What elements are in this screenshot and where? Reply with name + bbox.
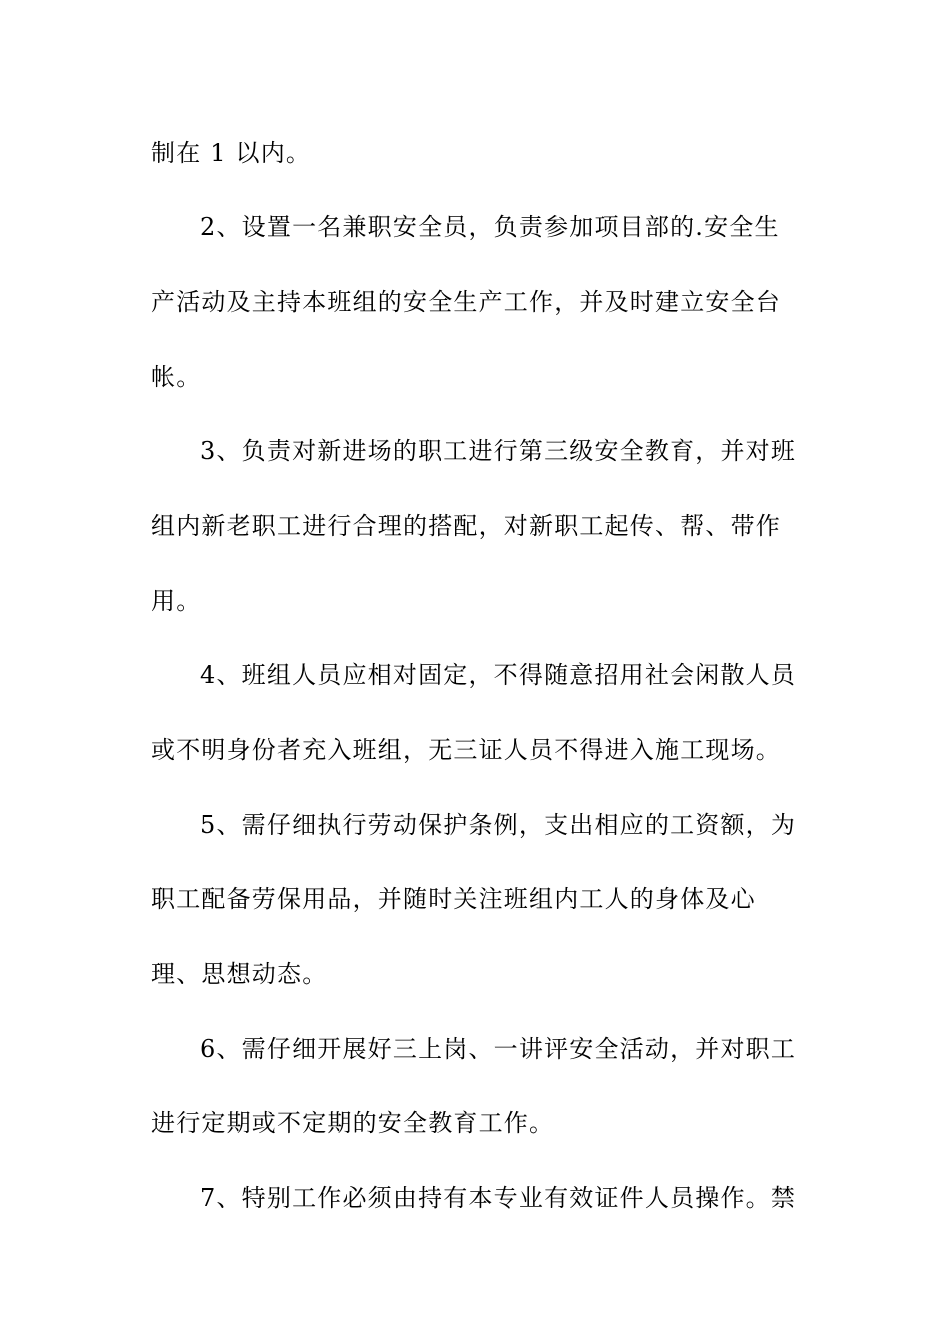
text-line-1: 制在 1 以内。	[151, 139, 312, 167]
text-line-15: 7、特别工作必须由持有本专业有效证件人员操作。禁	[200, 1184, 797, 1212]
text-line-4: 帐。	[151, 363, 202, 391]
text-line-2: 2、设置一名兼职安全员，负责参加项目部的.安全生	[200, 213, 780, 241]
text-line-3: 产活动及主持本班组的安全生产工作，并及时建立安全台	[151, 288, 781, 316]
text-line-9: 或不明身份者充入班组，无三证人员不得进入施工现场。	[151, 736, 781, 764]
text-line-6: 组内新老职工进行合理的搭配，对新职工起传、帮、带作	[151, 512, 781, 540]
text-line-5: 3、负责对新进场的职工进行第三级安全教育，并对班	[200, 437, 797, 465]
text-line-7: 用。	[151, 587, 202, 615]
text-line-12: 理、思想动态。	[151, 960, 328, 988]
text-line-11: 职工配备劳保用品，并随时关注班组内工人的身体及心	[151, 885, 756, 913]
text-line-8: 4、班组人员应相对固定，不得随意招用社会闲散人员	[200, 661, 797, 689]
text-line-10: 5、需仔细执行劳动保护条例，支出相应的工资额，为	[200, 811, 797, 839]
text-line-14: 进行定期或不定期的安全教育工作。	[151, 1109, 555, 1137]
text-line-13: 6、需仔细开展好三上岗、一讲评安全活动，并对职工	[200, 1035, 797, 1063]
